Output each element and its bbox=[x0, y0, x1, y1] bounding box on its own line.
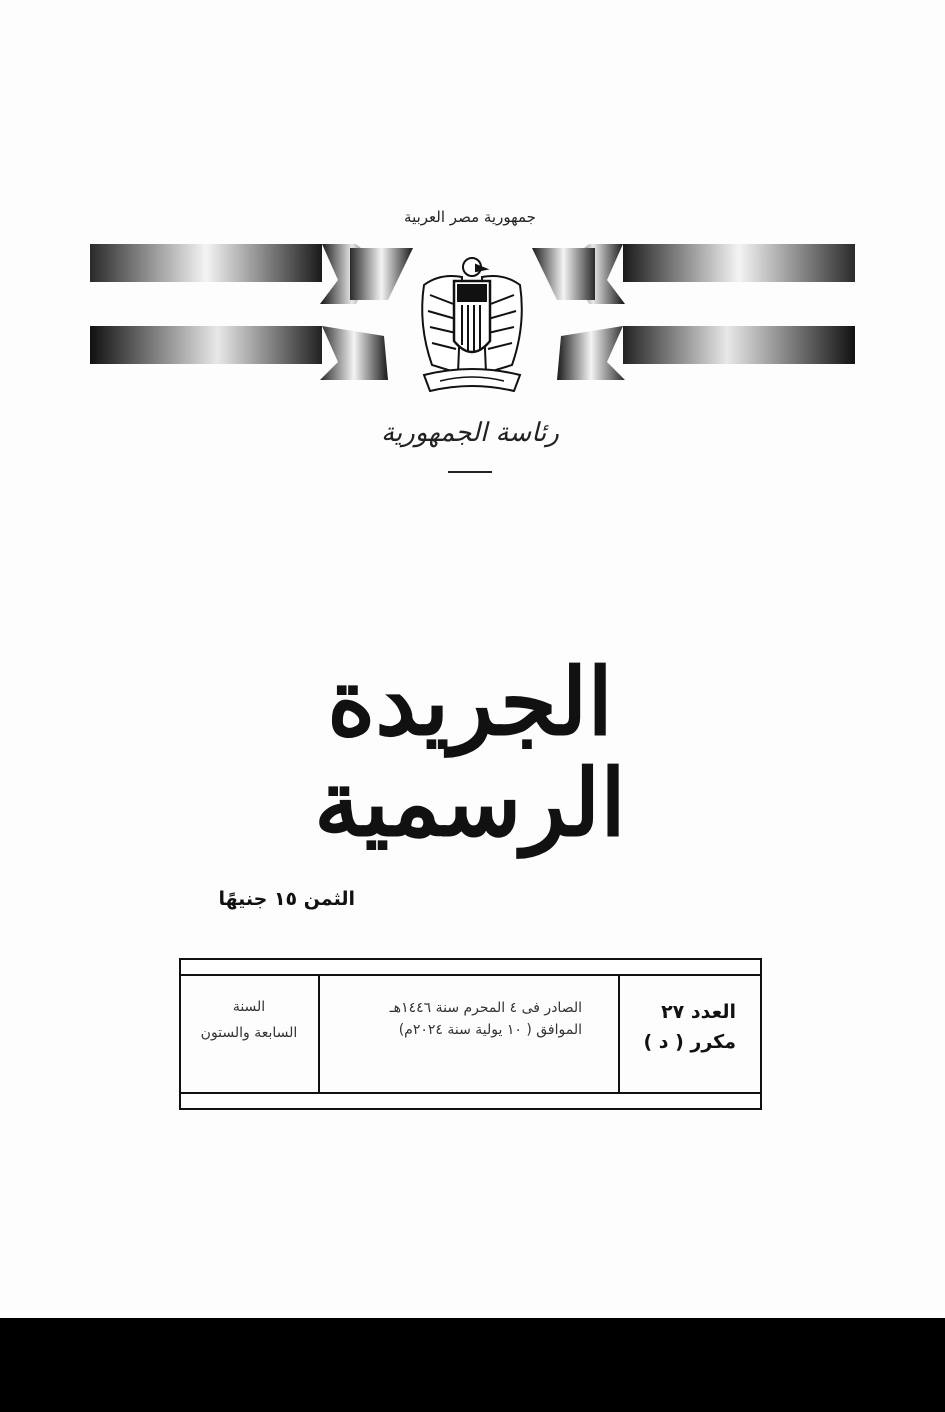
left-stripe-lower bbox=[90, 326, 322, 364]
year-value: السابعة والستون bbox=[200, 1025, 298, 1041]
gazette-masthead-title: الجريدة الرسمية bbox=[314, 648, 626, 858]
right-ribbon-fold bbox=[532, 248, 595, 300]
issue-supplement: مكرر ( د ) bbox=[643, 1031, 736, 1053]
left-flag-stripes bbox=[88, 240, 413, 390]
left-ribbon-lower bbox=[320, 326, 388, 380]
right-stripe-upper bbox=[623, 244, 855, 282]
column-divider-left bbox=[318, 976, 320, 1092]
price-label: الثمن ١٥ جنيهًا bbox=[218, 888, 355, 910]
presidency-underline bbox=[448, 471, 492, 473]
bottom-black-frame bbox=[0, 1318, 945, 1412]
right-ribbon-lower bbox=[557, 326, 625, 380]
presidency-calligraphy: رئاسة الجمهورية bbox=[381, 418, 559, 448]
left-ribbon-fold bbox=[350, 248, 413, 300]
country-name: جمهورية مصر العربية bbox=[404, 208, 536, 226]
column-divider-right bbox=[618, 976, 620, 1092]
top-frame-bar bbox=[179, 958, 762, 976]
hijri-date: الصادر فى ٤ المحرم سنة ١٤٤٦هـ bbox=[389, 1000, 582, 1016]
eagle-emblem-icon bbox=[410, 245, 535, 400]
gregorian-date: الموافق ( ١٠ يولية سنة ٢٠٢٤م) bbox=[398, 1022, 582, 1038]
right-stripe-lower bbox=[623, 326, 855, 364]
year-label: السنة bbox=[232, 999, 266, 1015]
year-cell bbox=[186, 994, 312, 1046]
bottom-frame-bar bbox=[179, 1092, 762, 1110]
right-flag-stripes bbox=[532, 240, 857, 390]
issue-date-cell bbox=[330, 997, 582, 1041]
left-stripe-upper bbox=[90, 244, 322, 282]
issue-number: العدد ٢٧ bbox=[661, 1001, 736, 1023]
issue-number-cell bbox=[626, 997, 736, 1057]
